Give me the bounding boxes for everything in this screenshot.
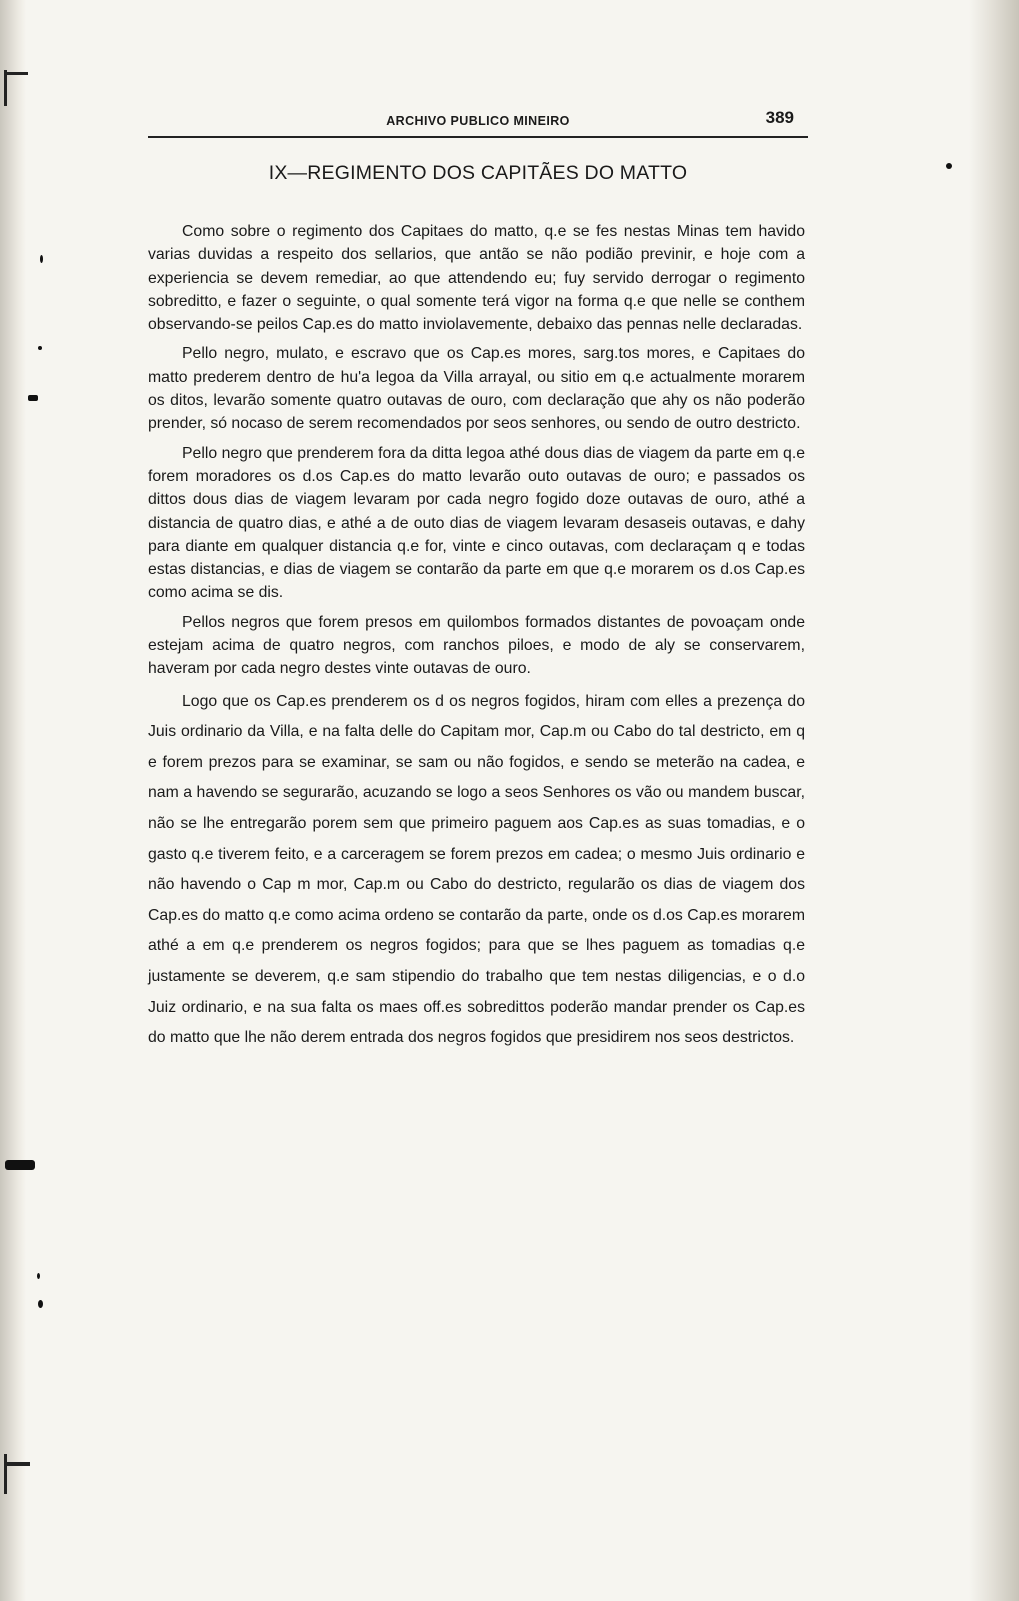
- page-header: [148, 110, 808, 138]
- speck: [40, 255, 43, 263]
- page-left-edge: [0, 0, 26, 1601]
- binding-mark: [4, 1454, 7, 1494]
- paragraph: Pello negro que prenderem fora da ditta legoa athé dous dias de viagem da parte em q.e forem moradores os d.os Cap.es do matto levarão outo outavas de ouro; e passados os dittos dous dias de viagem levaram por cada negro fogido doze outavas de ouro, athé a distancia de quatro dias, e athé a de outo dias de viagem levaram desaseis outavas, e dahy para diante em qualquer distancia q.e for, vinte e cinco outavas, com declaraçam q e todas estas distancias, e dias de viagem se contarão da parte em que q.e morarem os d.os Cap.es como acima se dis.: [148, 444, 805, 602]
- paragraph: Como sobre o regimento dos Capitaes do matto, q.e se fes nestas Minas tem havido varias duvidas a respeito dos sellarios, que antão se não podião previnir, e hoje com a experiencia se devem remediar, ao que attendendo eu; fuy servido derrogar o regimento sobreditto, e fazer o seguinte, o qual somente terá vigor na forma q.e que nelle se conthem observando-se peilos Cap.es do matto inviolavemente, debaixo das pennas nelle declaradas.: [148, 223, 805, 334]
- body-text: [148, 220, 805, 1060]
- speck: [38, 346, 42, 350]
- speck: [28, 395, 38, 401]
- paragraph: Pello negro, mulato, e escravo que os Cap.es mores, sarg.tos mores, e Capitaes do matto prederem dentro de hu'a legoa da Villa arrayal, ou sitio em q.e actualmente morarem os ditos, levarão somente quatro outavas de ouro, com declaração que ahy os não poderão prender, só nocaso de serem recomendados por seos senhores, ou sendo de outro destricto.: [148, 345, 805, 433]
- speck: [5, 1160, 35, 1170]
- binding-mark: [6, 72, 28, 75]
- chapter-title: IX—REGIMENTO DOS CAPITÃES DO MATTO: [268, 162, 688, 184]
- paragraph: Pellos negros que forem presos em quilombos formados distantes de povoaçam onde estejam acima de quatro negros, com ranchos piloes, e modo de aly se conservarem, haveram por cada negro destes vinte outavas de ouro.: [148, 613, 805, 678]
- binding-mark: [6, 1462, 30, 1466]
- running-title: ARCHIVO PUBLICO MINEIRO: [386, 114, 570, 128]
- binding-mark: [4, 70, 7, 106]
- speck: [38, 1300, 43, 1308]
- speck: [946, 163, 952, 169]
- page-number: 389: [765, 108, 794, 127]
- paragraph: Logo que os Cap.es prenderem os d os negros fogidos, hiram com elles a prezença do Juis ordinario da Villa, e na falta delle do Capitam mor, Cap.m ou Cabo do tal destricto, em q e forem prezos para se examinar, se sam ou não fogidos, e sendo se meterão na cadea, e nam a havendo se segurarão, acuzando se logo a seos Senhores os vão ou mandem buscar, não se lhe entregarão porem sem que primeiro paguem aos Cap.es as suas tomadias, e o gasto q.e tiverem feito, e a carceragem se forem prezos em cadea; o mesmo Juis ordinario e não havendo o Cap m mor, Cap.m ou Cabo do destricto, regularão os dias de viagem dos Cap.es do matto q.e como acima ordeno se contarão da parte, onde os d.os Cap.es morarem athé a em q.e prenderem os negros fogidos; para que se lhes paguem as tomadias q.e justamente se deverem, q.e sam stipendio do trabalho que tem nestas diligencias, e o d.o Juiz ordinario, e na sua falta os maes off.es sobredittos poderão mandar prender os Cap.es do matto que lhe não derem entrada dos negros fogidos que presidirem nos seos destrictos.: [148, 692, 805, 1047]
- page-right-edge: [969, 0, 1019, 1601]
- speck: [37, 1273, 40, 1279]
